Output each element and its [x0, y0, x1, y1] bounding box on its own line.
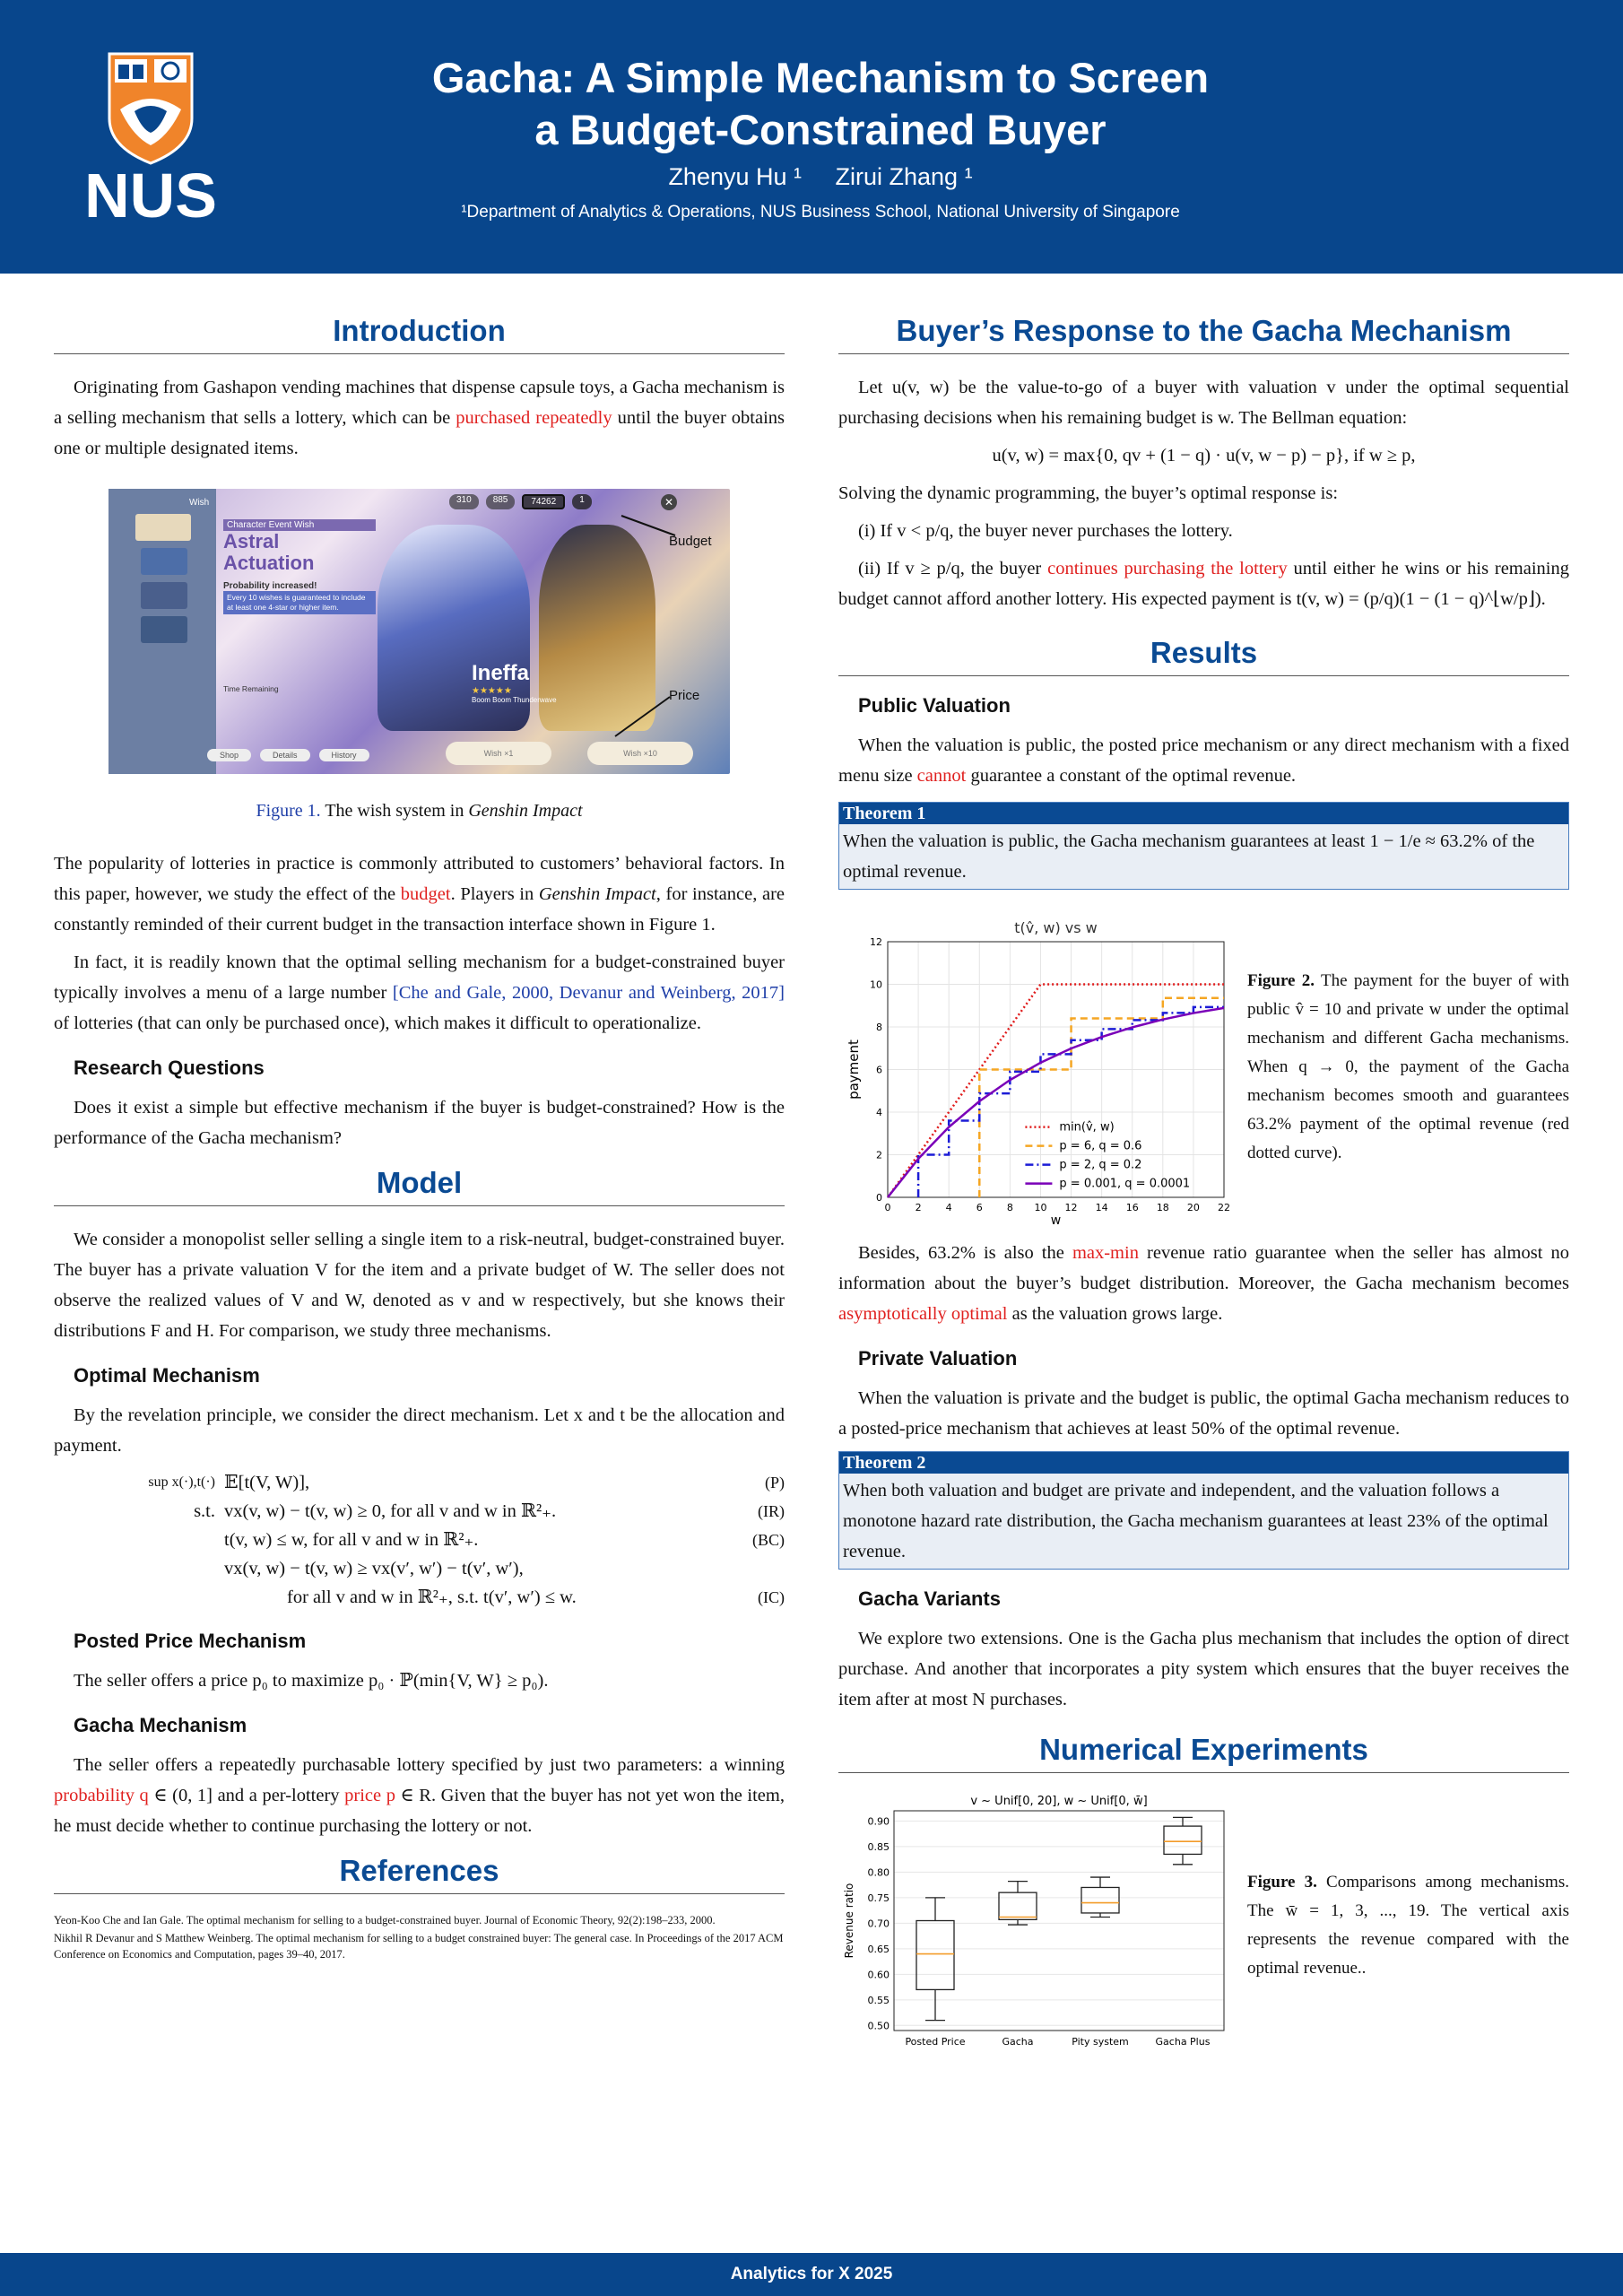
x-axis-label: w [1050, 1213, 1062, 1228]
payment-line-chart [838, 915, 1233, 1228]
variants-paragraph: We explore two extensions. One is the Gacha plus mechanism that includes the option of direct purchase. And another that incorporates a pity system which ensures that the buyer receives the item after at most N purchases. [838, 1629, 1569, 1709]
x-tick-label: 0 [884, 1202, 891, 1213]
intro-paragraph-2 [54, 848, 785, 940]
theorem-body: When the valuation is public, the Gacha mechanism guarantees at least 1 − 1/e ≈ 63.2% of the optimal revenue. [843, 831, 1535, 882]
nus-logo [79, 47, 222, 230]
left-column [54, 314, 785, 1964]
reference-item: Nikhil R Devanur and S Matthew Weinberg. The optimal mechanism for selling to a budget constrained buyer: The general case. In Proceedings of the 2017 ACM Conference on Economics and Computation, pages 39–40, 2017. [54, 1932, 784, 1961]
highlight: asymptotically optimal [838, 1304, 1008, 1324]
section-introduction: Introduction [54, 314, 785, 354]
currency-4: 1 [572, 494, 592, 509]
text: ∈ R. Given that the buyer has not yet won the item, he must decide whether to continue purchasing the lottery or not. [54, 1786, 785, 1836]
besides-paragraph [838, 1238, 1569, 1329]
eq-body: for all v and w in ℝ²₊, s.t. t(v′, w′) ≤ w. [287, 1587, 577, 1607]
x-tick-label: 18 [1156, 1202, 1169, 1213]
y-axis-label: payment [846, 1039, 862, 1100]
caption-label: Figure 2. [1247, 971, 1315, 990]
title-line-2: a Budget-Constrained Buyer [534, 106, 1107, 153]
figure-1-caption [54, 801, 785, 822]
private-paragraph: When the valuation is private and the budget is public, the optimal Gacha mechanism reduces to a posted-price mechanism that achieves at least 50% of the optimal revenue. [838, 1388, 1569, 1439]
y-tick-label: 0.80 [867, 1866, 890, 1879]
section-buyer-response: Buyer’s Response to the Gacha Mechanism [838, 314, 1569, 354]
wish-1-button[interactable]: Wish ×1 [446, 742, 551, 765]
x-tick-label: 10 [1034, 1202, 1047, 1213]
legend-label: p = 6, q = 0.6 [1059, 1139, 1142, 1153]
y-tick-label: 6 [876, 1064, 882, 1076]
eq-objective [54, 1468, 785, 1497]
close-icon[interactable]: ✕ [661, 494, 677, 510]
char-stars: ★★★★★ [472, 686, 512, 696]
eq-ic-2 [54, 1583, 785, 1612]
eq-tag: (BC) [752, 1531, 785, 1549]
currency-1: 310 [449, 494, 479, 509]
budget-label: Budget [669, 534, 712, 549]
text: guarantee a constant of the optimal revenue. [966, 766, 1297, 786]
highlight: price p [344, 1786, 395, 1805]
y-tick-label: 0.60 [867, 1969, 890, 1981]
series-line [888, 1008, 1224, 1197]
text: When the valuation is public, the posted price mechanism or any direct mechanism with a fixed menu size [838, 735, 1569, 786]
char-sub: Boom Boom Thunderwave [472, 696, 557, 704]
section-model: Model [54, 1166, 785, 1206]
eq-ic-1 [54, 1554, 785, 1583]
eq-label: sup x(·),t(·) [148, 1474, 215, 1490]
subsection-optimal-mechanism: Optimal Mechanism [74, 1364, 260, 1387]
subsection-research-questions: Research Questions [74, 1057, 265, 1079]
eq-label: s.t. [194, 1501, 215, 1521]
theorem-heading: Theorem 2 [839, 1452, 1568, 1474]
x-tick-label: 2 [915, 1202, 922, 1213]
banner-tag: Character Event Wish [223, 519, 376, 531]
x-tick-label: 4 [945, 1202, 952, 1213]
y-tick-label: 0.55 [867, 1994, 890, 2006]
price-label: Price [669, 688, 700, 703]
figure-2 [838, 915, 1569, 1228]
y-tick-label: 4 [876, 1107, 882, 1118]
chart-title: t(v̂, w) vs w [1014, 919, 1098, 936]
theorem-body: When both valuation and budget are private and independent, and the valuation follows a monotone hazard rate distribution, the Gacha mechanism guarantees at least 23% of the optimal revenue. [843, 1481, 1549, 1561]
x-tick-label: 22 [1218, 1202, 1230, 1213]
subsection-gacha-variants: Gacha Variants [858, 1587, 1001, 1610]
box-body [1164, 1826, 1202, 1854]
details-button[interactable]: Details [260, 749, 310, 761]
caption-label: Figure 3. [1247, 1873, 1317, 1892]
highlight: budget [400, 884, 451, 904]
resp-paragraph-1: Let u(v, w) be the value-to-go of a buyer with valuation v under the optimal sequential purchasing decisions when his remaining budget is w. The Bellman equation: [838, 378, 1569, 428]
intro-paragraph-3 [54, 947, 785, 1039]
y-tick-label: 0 [876, 1192, 882, 1204]
chart-title: v ~ Unif[0, 20], w ~ Unif[0, w̄] [970, 1795, 1148, 1808]
affiliation: ¹Department of Analytics & Operations, NUS Business School, National University of Singapore [461, 203, 1180, 222]
text: Originating from Gashapon vending machines that dispense capsule toys, a Gacha mechanism is a selling mechanism that sells a lottery, which can be [54, 378, 785, 428]
banner-name: Actuation [223, 552, 315, 574]
eq-body: vx(v, w) − t(v, w) ≥ vx(v′, w′) − t(v′, w′), [224, 1559, 524, 1578]
box-body [1081, 1887, 1119, 1912]
resp-case-i: (i) If v < p/q, the buyer never purchases the lottery. [858, 521, 1233, 541]
legend-label: p = 0.001, q = 0.0001 [1059, 1177, 1191, 1191]
optimization-problem [54, 1468, 785, 1612]
x-tick-label: Gacha Plus [1155, 2036, 1211, 2048]
char-name: Ineffa [472, 661, 530, 685]
x-tick-label: 8 [1006, 1202, 1013, 1213]
eq-tag: (P) [765, 1474, 785, 1492]
text: ∈ (0, 1] and a per-lottery [148, 1786, 345, 1805]
y-axis-label: Revenue ratio [843, 1883, 855, 1959]
references-list [54, 1912, 785, 1962]
bellman-equation: u(v, w) = max{0, qv + (1 − q) · u(v, w − p) − p}, if w ≥ p, [992, 446, 1416, 465]
eq-tag: (IR) [758, 1502, 785, 1520]
x-tick-label: Posted Price [905, 2036, 966, 2048]
section-references: References [54, 1854, 785, 1894]
time-remaining: Time Remaining [223, 684, 279, 693]
posted-paragraph: The seller offers a price p₀ to maximize p₀ · ℙ(min{V, W} ≥ p₀). [74, 1671, 549, 1691]
highlight: probability q [54, 1786, 149, 1805]
text: , for instance, are constantly reminded of their current budget in the transaction interface shown in Figure 1. [54, 884, 785, 935]
poster-title [269, 52, 1372, 156]
title-line-1: Gacha: A Simple Mechanism to Screen [431, 54, 1210, 101]
caption-em: Genshin Impact [468, 801, 583, 821]
budget-arrow [621, 516, 675, 535]
caption-text: The wish system in [320, 801, 469, 821]
eq-ir [54, 1497, 785, 1526]
banner-desc-title: Probability increased! [223, 581, 317, 591]
eq-body: vx(v, w) − t(v, w) ≥ 0, for all v and w in ℝ²₊. [224, 1501, 557, 1521]
box-body [916, 1921, 954, 1990]
logo-text: NUS [84, 161, 217, 230]
poster-footer: Analytics for X 2025 [0, 2253, 1623, 2296]
public-paragraph [838, 730, 1569, 791]
currency-2: 885 [486, 494, 516, 509]
y-tick-label: 0.70 [867, 1918, 890, 1930]
shop-button[interactable]: Shop [207, 749, 251, 761]
box-body [999, 1892, 1037, 1919]
history-button[interactable]: History [319, 749, 369, 761]
x-tick-label: 20 [1186, 1202, 1200, 1213]
eq-body: 𝔼[t(V, W)], [224, 1473, 310, 1492]
x-tick-label: 16 [1125, 1202, 1139, 1213]
text: In fact, it is readily known that the optimal selling mechanism for a budget-constrained buyer typically involves a menu of a large number [54, 952, 785, 1003]
resp-case-ii [838, 553, 1569, 614]
citation-link[interactable]: [Che and Gale, 2000, Devanur and Weinberg, 2017] [392, 983, 785, 1003]
figure-2-caption [1233, 967, 1569, 1168]
caption-text: Comparisons among mechanisms. The w̄ = 1, 3, ..., 19. The vertical axis represents the revenue compared with the optimal revenue.. [1247, 1873, 1569, 1978]
highlight: max-min [1072, 1243, 1139, 1263]
price-arrow [615, 697, 670, 736]
y-tick-label: 0.85 [867, 1840, 890, 1853]
right-column [838, 314, 1569, 2078]
gacha-paragraph [54, 1750, 785, 1841]
highlight: cannot [916, 766, 967, 786]
theorem-heading: Theorem 1 [839, 803, 1568, 824]
banner-desc: Every 10 wishes is guaranteed to include at least one 4-star or higher item. [223, 591, 376, 614]
y-tick-label: 0.50 [867, 2020, 890, 2032]
theorem-2 [838, 1451, 1569, 1570]
subsection-private-valuation: Private Valuation [858, 1347, 1018, 1370]
wish-10-button[interactable]: Wish ×10 [587, 742, 693, 765]
text: until the buyer obtains one or multiple designated items. [54, 408, 785, 458]
text: of lotteries (that can only be purchased once), which makes it difficult to operationalize. [54, 1013, 701, 1033]
text: until either he wins or his remaining budget cannot afford another lottery. His expected payment is t(v, w) = (p/q)(1 − (1 − q)^⌊w/p⌋). [838, 559, 1569, 609]
text: Besides, 63.2% is also the [858, 1243, 1072, 1263]
eq-body: t(v, w) ≤ w, for all v and w in ℝ²₊. [224, 1530, 479, 1550]
y-tick-label: 8 [876, 1022, 882, 1033]
text: . Players in [450, 884, 539, 904]
y-tick-label: 0.75 [867, 1892, 890, 1904]
y-tick-label: 0.90 [867, 1815, 890, 1828]
eq-tag: (IC) [758, 1588, 785, 1606]
opt-paragraph: By the revelation principle, we consider the direct mechanism. Let x and t be the allocation and payment. [54, 1405, 785, 1456]
y-tick-label: 10 [870, 978, 882, 991]
theorem-1 [838, 802, 1569, 890]
annotation-arrows [108, 489, 730, 774]
currency-3: 74262 [522, 494, 565, 509]
highlight: continues purchasing the lottery [1047, 559, 1288, 578]
caption-text: The payment for the buyer of with public v̂ = 10 and private w under the optimal mechanism and different Gacha mechanisms. When q → 0, the payment of the Gacha mechanism becomes smooth and guarantees 63.2% payment of the optimal revenue (red dotted curve). [1247, 971, 1569, 1162]
legend-label: min(v̂, w) [1059, 1120, 1115, 1135]
authors: Zhenyu Hu ¹ Zirui Zhang ¹ [668, 163, 973, 190]
x-tick-label: 12 [1064, 1202, 1078, 1213]
model-paragraph: We consider a monopolist seller selling a single item to a risk-neutral, budget-constrained buyer. The buyer has a private valuation V for the item and a private budget of W. The seller does not observe the realized values of V and W, denoted as v and w respectively, but she knows their distributions F and H. For comparison, we study three mechanisms. [54, 1230, 785, 1341]
text: The seller offers a repeatedly purchasable lottery specified by just two parameters: a winning [74, 1755, 785, 1775]
poster-header [0, 0, 1623, 274]
subsection-public-valuation: Public Valuation [858, 694, 1011, 717]
x-tick-label: 6 [976, 1202, 983, 1213]
legend-label: p = 2, q = 0.2 [1059, 1158, 1142, 1172]
reference-item: Yeon-Koo Che and Ian Gale. The optimal mechanism for selling to a budget-constrained buyer. Journal of Economic Theory, 92(2):198–233, 2000. [54, 1914, 716, 1926]
figure-3 [838, 1791, 1569, 2060]
figure-3-caption [1233, 1868, 1569, 1983]
text-em: Genshin Impact [538, 884, 656, 904]
text: revenue ratio guarantee when the seller has almost no information about the buyer’s budget distribution. Moreover, the Gacha mechanism becomes [838, 1243, 1569, 1293]
x-tick-label: 14 [1095, 1202, 1108, 1213]
x-tick-label: Gacha [1002, 2036, 1034, 2048]
intro-paragraph-1 [54, 372, 785, 464]
subsection-posted-price: Posted Price Mechanism [74, 1630, 307, 1652]
banner-name: Astral [223, 530, 280, 552]
highlight: purchased repeatedly [456, 408, 612, 428]
x-tick-label: Pity system [1072, 2036, 1129, 2048]
caption-label: Figure 1. [256, 801, 321, 821]
resp-paragraph-2: Solving the dynamic programming, the buyer’s optimal response is: [838, 483, 1339, 503]
text: as the valuation grows large. [1007, 1304, 1223, 1324]
figure-1-screenshot [108, 489, 730, 774]
section-results: Results [838, 636, 1569, 676]
text: (ii) If v ≥ p/q, the buyer [858, 559, 1048, 578]
y-tick-label: 2 [876, 1149, 882, 1161]
subsection-gacha-mechanism: Gacha Mechanism [74, 1714, 247, 1736]
rq-paragraph: Does it exist a simple but effective mechanism if the buyer is budget-constrained? How is the performance of the Gacha mechanism? [54, 1098, 785, 1148]
ui-header: Wish [189, 498, 210, 508]
y-tick-label: 0.65 [867, 1943, 890, 1955]
y-tick-label: 12 [870, 936, 882, 948]
eq-bc [54, 1526, 785, 1554]
revenue-box-chart [838, 1791, 1233, 2060]
text: The popularity of lotteries in practice is commonly attributed to customers’ behavioral factors. In this paper, however, we study the effect of the [54, 854, 785, 904]
section-numerical-experiments: Numerical Experiments [838, 1733, 1569, 1773]
